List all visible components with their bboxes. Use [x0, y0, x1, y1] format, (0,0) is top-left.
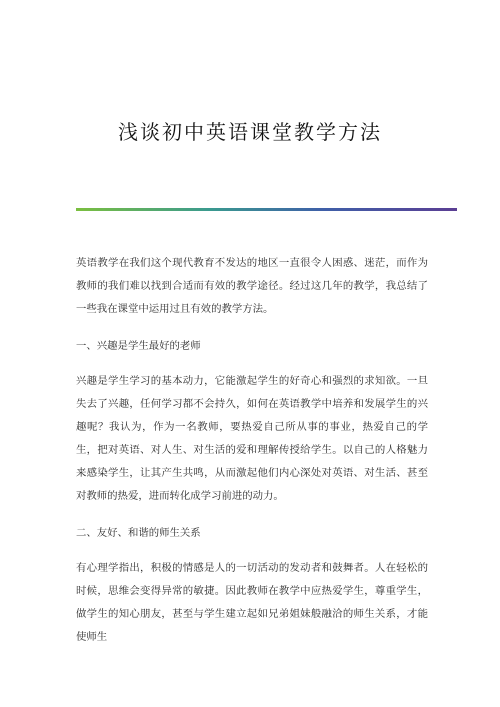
- section-heading-1: 一、兴趣是学生最好的老师: [76, 340, 201, 352]
- intro-paragraph: 英语教学在我们这个现代教育不发达的地区一直很令人困惑、迷茫，而作为教师的我们难以找到合适而有效的教学途径。经过这几年的教学，我总结了一些我在课堂中运用过且有效的教学方法。: [76, 257, 428, 315]
- title-divider: [76, 208, 457, 211]
- document-body: [76, 252, 428, 663]
- document-title: 浅谈初中英语课堂教学方法: [118, 120, 382, 144]
- section-paragraph-1: 兴趣是学生学习的基本动力，它能激起学生的好奇心和强烈的求知欲。一旦失去了兴趣，任何学习都不会持久，如何在英语教学中培养和发展学生的兴趣呢？我认为，作为一名教师，要热爱自己所从事的事业，热爱自己的学生，把对英语、对人生、对生活的爱和理解传授给学生。以自己的人格魅力来感染学生，让其产生共鸣，从而激起他们内心深处对英语、对生活、甚至对教师的热爱，进而转化成学习前进的动力。: [76, 375, 428, 502]
- section-paragraph-2: 有心理学指出，积极的情感是人的一切活动的发动者和鼓舞者。人在轻松的时候，思维会变得异常的敏捷。因此教师在教学中应热爱学生，尊重学生，做学生的知心朋友，甚至与学生建立起如兄弟姐妹般融洽的师生关系，才能使师生: [76, 562, 428, 643]
- section-heading-2: 二、友好、和谐的师生关系: [76, 527, 201, 539]
